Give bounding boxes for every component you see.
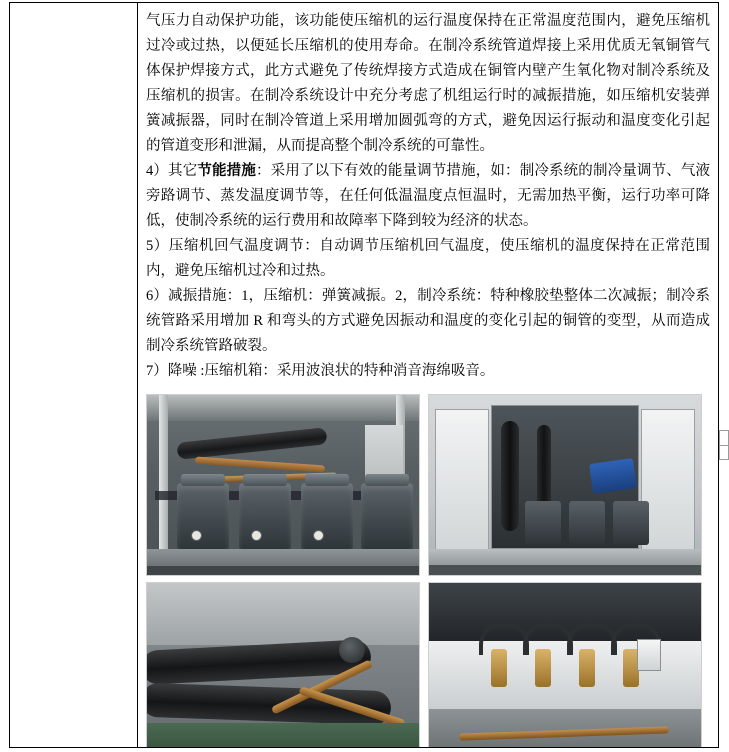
table-content-column bbox=[138, 3, 718, 747]
paragraph-energy-saving-text: 4）其它节能措施：采用了以下有效的能量调节措施，如：制冷系统的制冷量调节、气液旁路调节、蒸发温度调节等，在任何低温温度点恒温时，无需加热平衡，运行功率可降低，使制冷系统的运行费用和故障率下降到较为经济的状态。 bbox=[146, 163, 711, 229]
photo-condensing-unit-rack bbox=[146, 394, 420, 576]
photo-white-cabinet-open-doors bbox=[428, 394, 702, 576]
photo-valve-manifold-gauges bbox=[428, 582, 702, 747]
photo-insulated-black-pipes bbox=[146, 582, 420, 747]
page-edge-marker bbox=[719, 430, 729, 460]
paragraph-return-gas-temperature: 5）压缩机回气温度调节：自动调节压缩机回气温度，使压缩机的温度保持在正常范围内，避免压缩机过冷和过热。 bbox=[146, 238, 710, 279]
paragraph-compressor-protection: 气压力自动保护功能，该功能使压缩机的运行温度保持在正常温度范围内，避免压缩机过冷或过热，以便延长压缩机的使用寿命。在制冷系统管道焊接上采用优质无氧铜管气体保护焊接方式，此方式避免了传统焊接方式造成在铜管内壁产生氧化物对制冷系统及压缩机的损害。在制冷系统设计中充分考虑了机组运行时的减振措施，如压缩机安装弹簧减振器，同时在制冷管道上采用增加圆弧弯的方式，避免因运行振动和温度变化引起的管道变形和泄漏，从而提高整个制冷系统的可靠性。 bbox=[146, 13, 710, 154]
paragraph-vibration-damping: 6）减振措施：1，压缩机：弹簧减振。2，制冷系统：特种橡胶垫整体二次减振；制冷系统管路采用增加 R 和弯头的方式避免因振动和温度的变化引起的铜管的变型，从而造成制冷系统管路破裂。 bbox=[146, 288, 710, 354]
paragraph-energy-saving bbox=[146, 159, 710, 234]
document-table bbox=[9, 2, 719, 748]
photo-grid bbox=[146, 394, 702, 747]
table-left-column bbox=[10, 3, 138, 747]
paragraph-noise-reduction: 7）降噪 :压缩机箱：采用波浪状的特种消音海绵吸音。 bbox=[146, 363, 495, 379]
